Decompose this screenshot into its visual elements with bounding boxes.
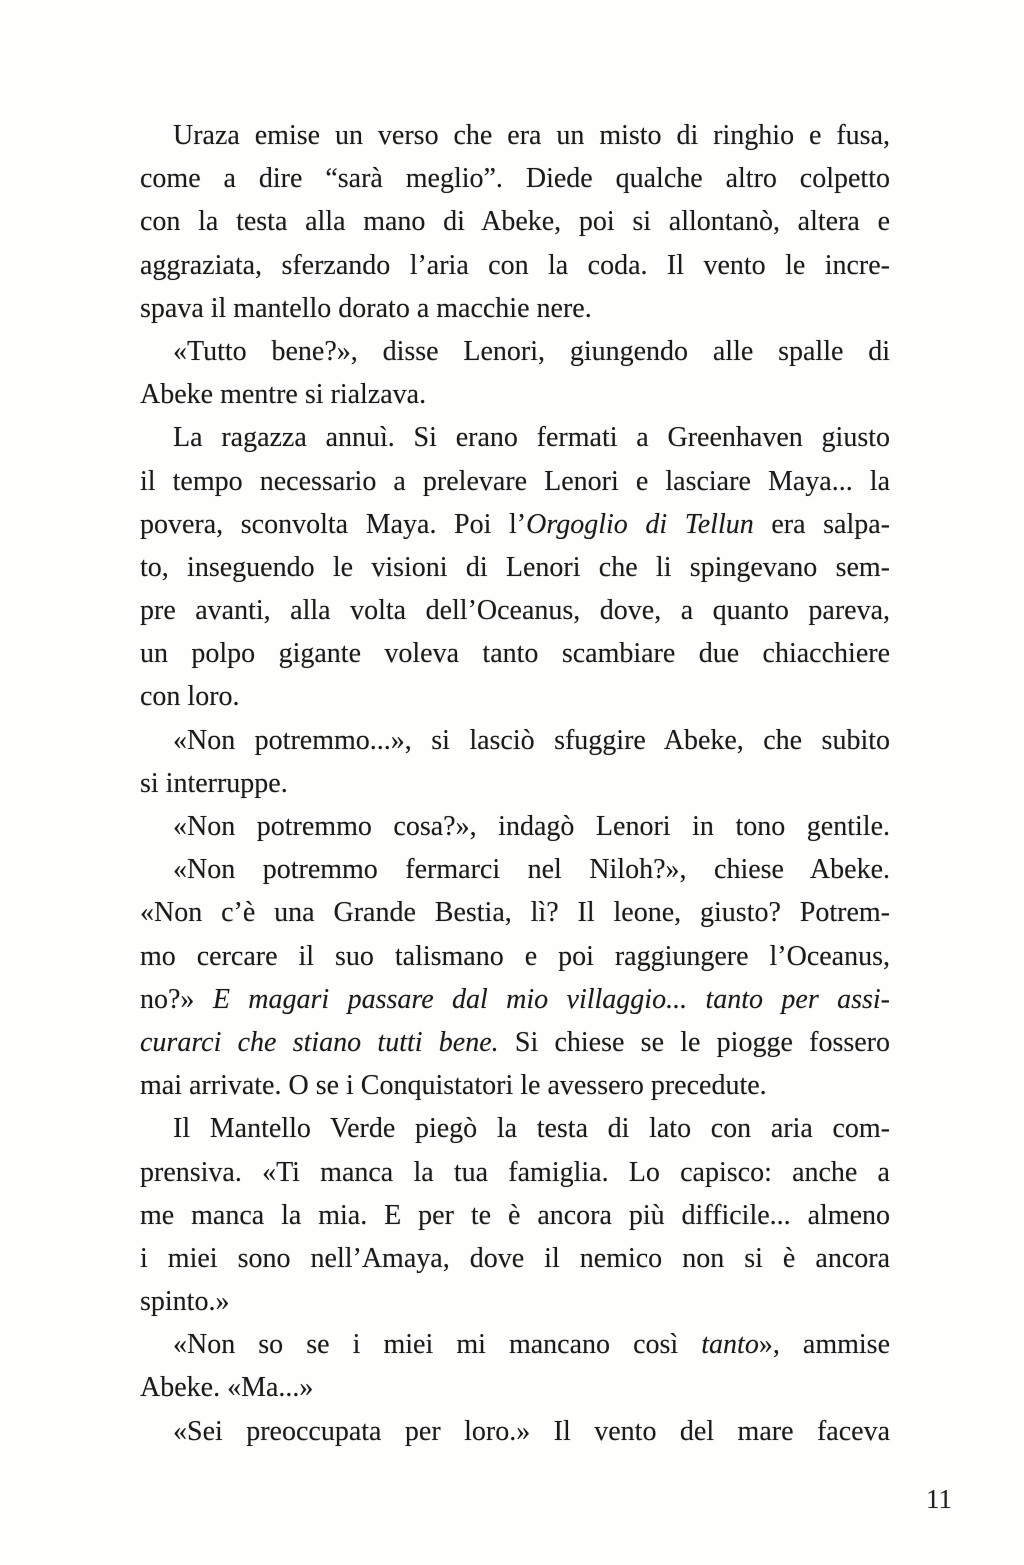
text-segment: era salpa-	[753, 508, 890, 540]
text-line	[140, 1323, 890, 1366]
text-line	[140, 330, 890, 373]
text-segment: «Non potremmo fermarci nel Niloh?», chiese Abeke.	[173, 854, 890, 886]
italic-text-segment: curarci che stiano tutti bene.	[140, 1026, 499, 1058]
text-segment: no?»	[140, 983, 213, 1015]
text-line	[140, 1151, 890, 1194]
text-line	[140, 503, 890, 546]
text-line	[140, 719, 890, 762]
text-segment: «Non potremmo cosa?», indagò Lenori in tono gentile.	[173, 811, 890, 842]
text-line	[140, 891, 890, 934]
text-segment: », ammise	[758, 1329, 890, 1361]
text-line	[140, 1194, 890, 1237]
text-line	[140, 762, 890, 805]
text-line	[140, 589, 890, 632]
text-line	[140, 287, 890, 330]
text-block	[140, 114, 890, 1453]
text-segment: spava il mantello dorato a macchie nere.	[140, 292, 592, 324]
text-segment: i miei sono nell’Amaya, dove il nemico non si è ancora	[140, 1242, 890, 1274]
text-line	[140, 1021, 890, 1064]
italic-text-segment: tanto	[701, 1329, 759, 1361]
text-segment: con loro.	[140, 681, 240, 713]
italic-text-segment: E magari passare dal mio villaggio... tanto per assi-	[212, 983, 890, 1015]
text-segment: spinto.»	[140, 1286, 230, 1318]
text-segment: un polpo gigante voleva tanto scambiare due chiacchiere	[140, 638, 890, 670]
text-line	[140, 157, 890, 200]
text-segment: Il Mantello Verde piegò la testa di lato con aria com-	[173, 1113, 890, 1145]
text-segment: il tempo necessario a prelevare Lenori e lasciare Maya... la	[140, 465, 890, 497]
text-segment: to, inseguendo le visioni di Lenori che li spingevano sem-	[140, 551, 890, 583]
text-line	[140, 1107, 890, 1150]
text-segment: povera, sconvolta Maya. Poi l’	[140, 508, 527, 540]
text-line	[140, 1064, 890, 1107]
text-segment: pre avanti, alla volta dell’Oceanus, dove, a quanto pareva,	[140, 595, 890, 627]
text-segment: si interruppe.	[140, 767, 288, 799]
text-segment: Uraza emise un verso che era un misto di ringhio e fusa,	[173, 120, 890, 151]
text-line	[140, 632, 890, 675]
text-segment: Abeke mentre si rialzava.	[140, 379, 427, 411]
text-segment: «Non so se i miei mi mancano così	[173, 1329, 702, 1361]
text-line	[140, 416, 890, 459]
italic-text-segment: Orgoglio di Tellun	[526, 508, 754, 540]
text-segment: come a dire “sarà meglio”. Diede qualche altro colpetto	[140, 163, 890, 195]
text-line	[140, 114, 890, 157]
text-line	[140, 848, 890, 891]
text-segment: me manca la mia. E per te è ancora più difficile... almeno	[140, 1199, 890, 1231]
text-segment: «Non c’è una Grande Bestia, lì? Il leone, giusto? Potrem-	[140, 897, 890, 929]
text-line	[140, 675, 890, 718]
text-segment: «Sei preoccupata per loro.» Il vento del mare faceva	[173, 1415, 890, 1447]
text-line	[140, 1366, 890, 1409]
text-segment: Si chiese se le piogge fossero	[498, 1026, 890, 1058]
text-segment: «Tutto bene?», disse Lenori, giungendo alle spalle di	[173, 335, 890, 367]
text-line	[140, 1280, 890, 1323]
text-line	[140, 244, 890, 287]
text-line	[140, 1237, 890, 1280]
text-line	[140, 373, 890, 416]
text-segment: aggraziata, sferzando l’aria con la coda. Il vento le incre-	[140, 249, 890, 281]
text-segment: con la testa alla mano di Abeke, poi si allontanò, altera e	[140, 206, 890, 238]
text-segment: mai arrivate. O se i Conquistatori le avessero precedute.	[140, 1070, 767, 1102]
text-segment: prensiva. «Ti manca la tua famiglia. Lo capisco: anche a	[140, 1156, 890, 1188]
text-segment: «Non potremmo...», si lasciò sfuggire Abeke, che subito	[173, 724, 890, 756]
text-line	[140, 460, 890, 503]
text-line	[140, 1410, 890, 1453]
text-line	[140, 805, 890, 848]
text-line	[140, 935, 890, 978]
text-segment: mo cercare il suo talismano e poi raggiungere l’Oceanus,	[140, 940, 890, 972]
page-number: 11	[926, 1484, 952, 1514]
text-line	[140, 978, 890, 1021]
text-line	[140, 546, 890, 589]
text-segment: Abeke. «Ma...»	[140, 1372, 314, 1404]
text-line	[140, 200, 890, 243]
text-segment: La ragazza annuì. Si erano fermati a Greenhaven giusto	[173, 422, 890, 454]
